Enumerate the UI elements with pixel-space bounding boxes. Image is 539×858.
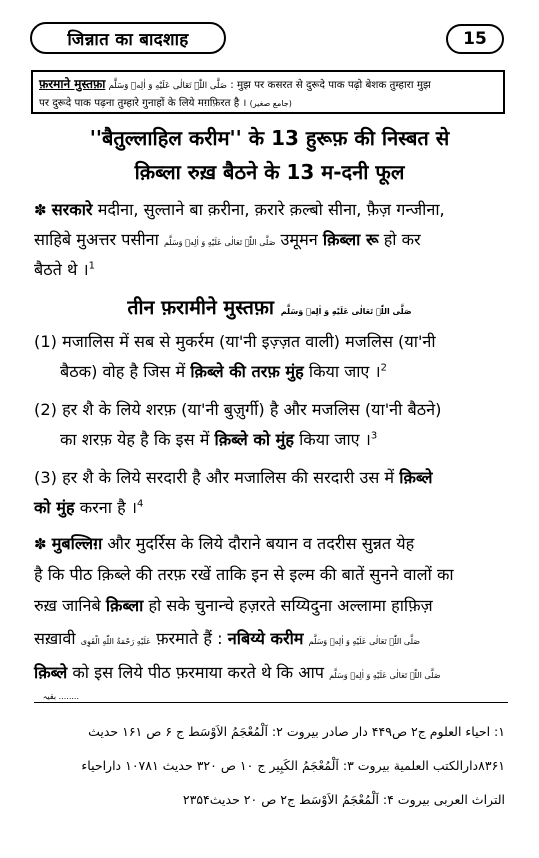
footnote-3: التراث العربی بیروت ۴: اَلْمُعْجَمُ الاَوْسَط ج۲ ص ۲۰ حدیث۲۳۵۴ (182, 792, 505, 807)
para1-bold-start: सरकारे (51, 200, 93, 219)
para2-text-3b: हो सके चुनान्चे हज़रते सय्यिदुना अल्लामा हाफ़िज़ (148, 596, 433, 615)
para1-text-2c: हो कर (383, 230, 421, 249)
hadith1-bold: क़िब्ले की तरफ़ मुंह (190, 362, 304, 381)
para2-line-5 (34, 661, 508, 683)
salutation-arabic: صَلَّی اللّٰہ تَعَالٰی عَلَیْهِ وَ اٰلِهٖ وَسَلَّم (280, 307, 412, 316)
divider-label: ........ بقیہ (42, 692, 79, 701)
salutation-arabic: صَلَّی اللّٰہ تَعَالٰی عَلَیْهِ وَ اٰلِهٖ وَسَلَّم (163, 238, 276, 247)
hadith1-text-2b: किया जाए । (308, 362, 381, 381)
salutation-arabic: صَلَّی اللّٰہ تَعَالٰی عَلَیْهِ وَ اٰلِهٖ وَسَلَّم (108, 81, 227, 91)
hadith1-line-2 (34, 360, 508, 382)
para1-line-1 (34, 198, 508, 220)
sub-heading (0, 293, 539, 320)
hadith2-line-2 (34, 428, 508, 450)
rahmat-arabic: عَلَیْهِ رَحْمَةُ اللّٰهِ الْقَوِی (80, 637, 151, 646)
para2-text-4b: फ़रमाते हैं : (156, 629, 223, 648)
farman-source: (جامع صغیر) (249, 99, 292, 108)
footnote-ref: 4 (136, 498, 144, 510)
para2-line-3 (34, 594, 508, 616)
hadith3-bold-1: क़िब्ले (399, 468, 433, 487)
footnote-divider (34, 702, 508, 703)
salutation-arabic: صَلَّی اللّٰہ تَعَالٰی عَلَیْهِ وَ اٰلِهٖ وَسَلَّم (308, 637, 421, 646)
para2-text-2: है कि पीठ क़िब्ले की तरफ़ रखें ताकि इन से इल्म की बातें सुनने वालों का (34, 565, 454, 584)
para2-bold-start: मुबल्लिग़ (51, 534, 103, 553)
page-number: 15 (446, 24, 504, 54)
para1-text-3: बैठते थे । (34, 260, 89, 279)
para1-text-2a: साहिबे मुअत्तर पसीना (34, 230, 159, 249)
footnote-1: ۱: احیاء العلوم ج۲ ص۴۴۹ دار صادر بیروت ۲: اَلْمُعْجَمُ الاَوْسَط ج ۶ ص ۱۶۱ حدیث (88, 724, 505, 739)
para2-text-5: को इस लिये पीठ फ़रमाया करते थे कि आप (72, 663, 324, 682)
sub-heading-text: तीन फ़रामीने मुस्तफ़ा (127, 296, 274, 319)
para2-text-4a: सख़ावी (34, 629, 76, 648)
hadith2-bold: क़िब्ले को मुंह (214, 430, 294, 449)
main-heading-1: ''बैतुल्लाहिल करीम'' के 13 हुरूफ़ की निस्बत से (89, 126, 450, 150)
book-title: जिन्नात का बादशाह (30, 22, 226, 54)
farman-text-1: : मुझ पर कसरत से दुरूदे पाक पढ़ो बेशक तुम्हारा मुझ (230, 79, 431, 91)
para1-line-3 (34, 258, 508, 280)
farman-text-2: पर दुरूदे पाक पढ़ना तुम्हारे गुनाहों के लिये मग़फ़िरत है । (39, 97, 247, 109)
para1-text-2b: उमूमन (280, 230, 318, 249)
farman-label: फ़रमाने मुस्तफ़ा (39, 77, 106, 91)
hadith1-line-1 (34, 330, 508, 352)
para2-bold-4: नबिय्ये करीम (227, 629, 304, 648)
para1-text-1: मदीना, सुल्ताने बा क़रीना, क़रारे क़ल्बो सीना, फ़ैज़ गन्जीना, (97, 200, 445, 219)
salutation-arabic: صَلَّی اللّٰہ تَعَالٰی عَلَیْهِ وَ اٰلِهٖ وَسَلَّم (329, 671, 441, 680)
footnote-ref: 3 (370, 430, 378, 442)
hadith2-text-2a: का शरफ़ येह है कि इस में (60, 430, 210, 449)
farman-box (31, 70, 505, 114)
para2-text-1: और मुदर्रिस के लिये दौराने बयान व तदरीस सुन्नत येह (107, 534, 415, 553)
hadith3-text-1: (3) हर शै के लिये सरदारी है और मजालिस की सरदारी उस में (34, 468, 395, 487)
footnote-2: ۸۳۶۱دارالکتب العلمیة بیروت ۳: اَلْمُعْجَمُ الکَبِیر ج ۱۰ ص ۳۲۰ حدیث ۱۰۷۸۱ داراحیاء (81, 758, 505, 773)
para2-line-4 (34, 627, 508, 649)
hadith2-line-1 (34, 398, 508, 420)
hadith2-text-1: (2) हर शै के लिये शरफ़ (या'नी बुज़ुर्गी) है और मजलिस (या'नी बैठने) (34, 400, 442, 419)
flower-icon: ✽ (34, 535, 47, 553)
hadith2-text-2b: किया जाए । (299, 430, 371, 449)
flower-icon: ✽ (34, 201, 47, 219)
footnote-ref: 2 (380, 362, 388, 374)
footnote-ref: 1 (88, 260, 96, 272)
para1-bold-2: क़िब्ला रू (322, 230, 379, 249)
hadith3-line-1 (34, 466, 508, 488)
para2-bold-5: क़िब्ले (34, 663, 68, 682)
para2-text-3a: रुख़ जानिबे (34, 596, 101, 615)
hadith3-text-2: करना है । (79, 498, 137, 517)
hadith1-text-2a: बैठक) वोह है जिस में (60, 362, 186, 381)
para2-bold-3: क़िब्ला (105, 596, 144, 615)
hadith1-text-1: (1) मजालिस में सब से मुकर्रम (या'नी इज़्ज़त वाली) मजलिस (या'नी (34, 332, 436, 351)
para1-line-2 (34, 228, 508, 250)
hadith3-line-2 (34, 496, 508, 518)
farman-line-1 (39, 76, 495, 95)
main-heading-2: क़िब्ला रुख़ बैठने के 13 म-दनी फूल (134, 160, 405, 184)
para2-line-2 (34, 563, 508, 585)
hadith3-bold-2: को मुंह (34, 498, 75, 517)
farman-line-2 (39, 95, 495, 112)
para2-line-1 (34, 532, 508, 554)
